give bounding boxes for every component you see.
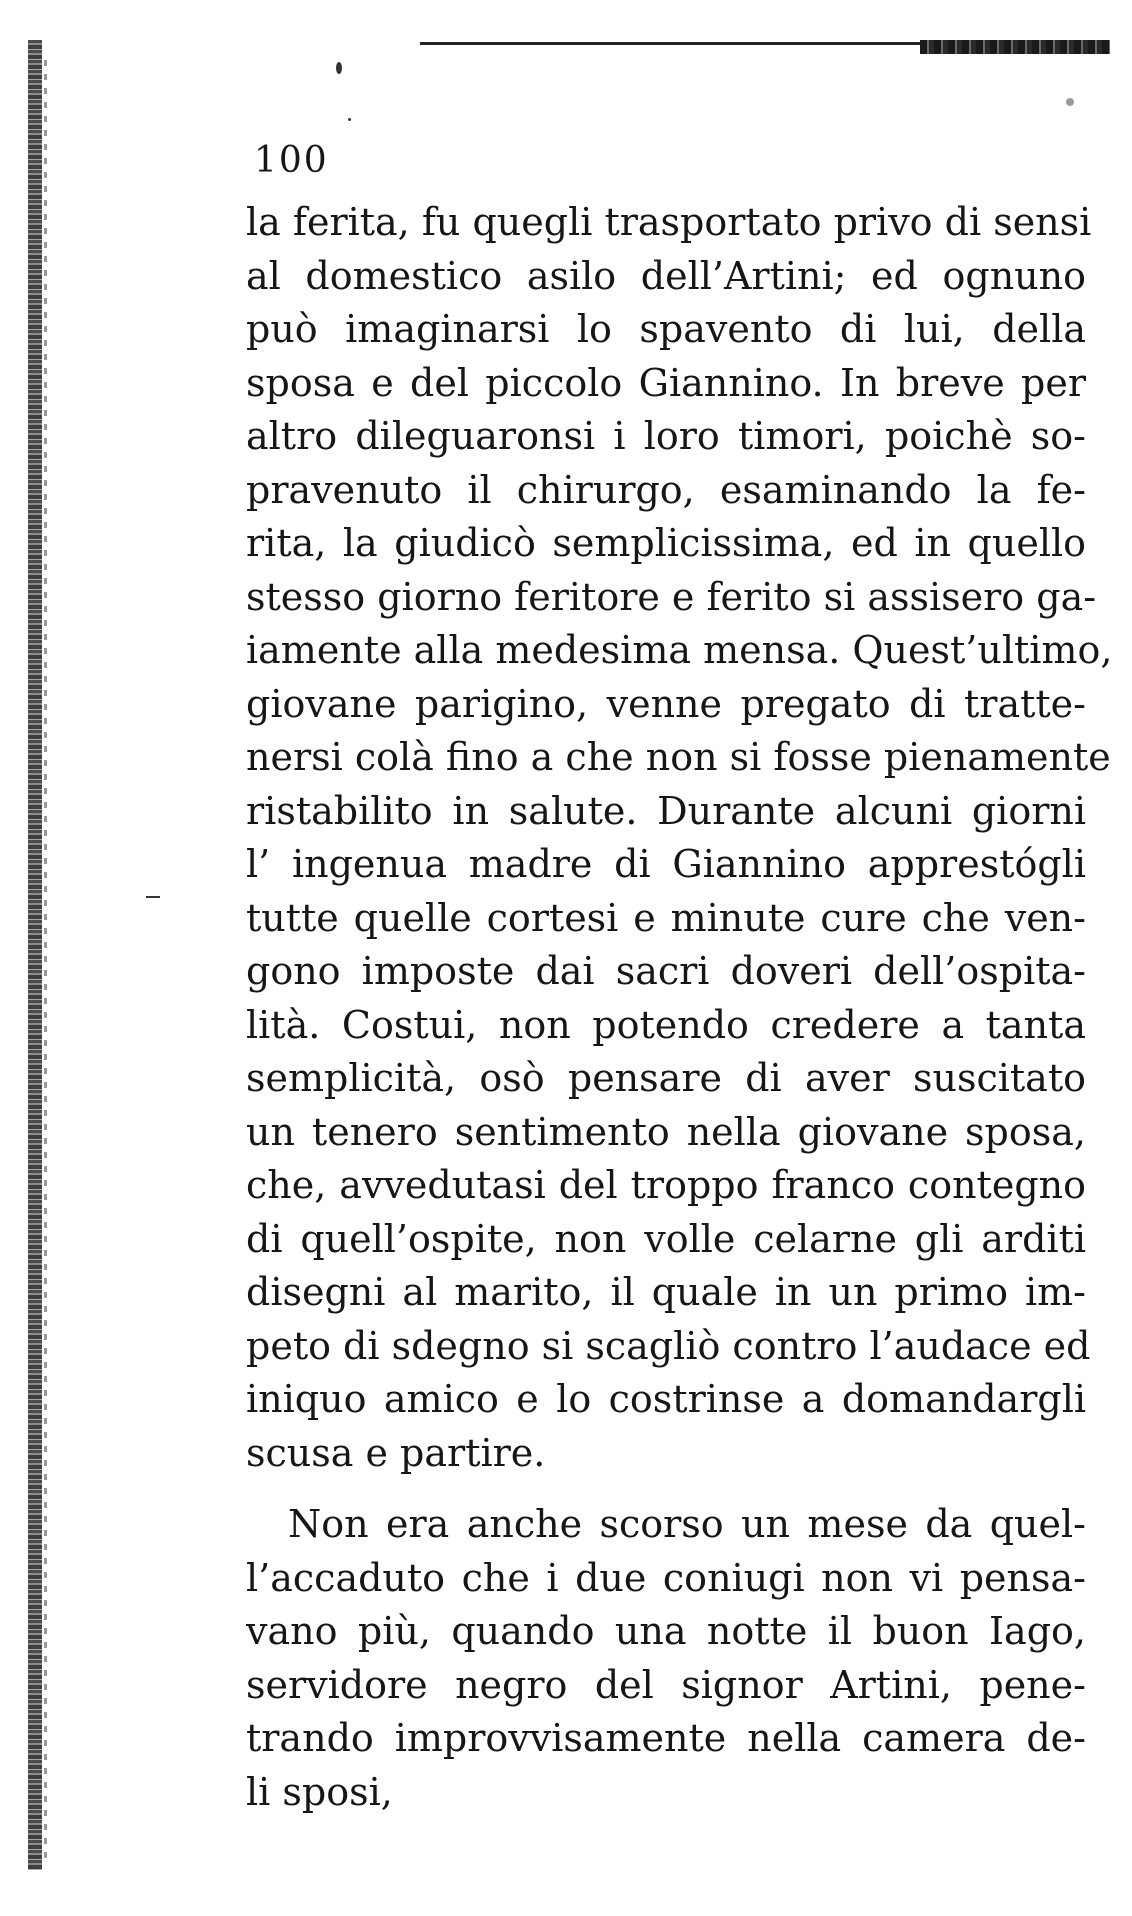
text-line: l’ ingenua madre di Giannino apprestógli <box>246 842 1086 886</box>
text-line: vano più, quando una notte il buon Iago, <box>246 1609 1086 1653</box>
text-line: sposa e del piccolo Giannino. In breve per <box>246 360 1086 405</box>
top-rule-heavy <box>920 40 1110 54</box>
text-line: trando improvvisamente nella camera de- <box>246 1716 1086 1760</box>
text-line: iamente alla medesima mensa. Quest’ultimo, <box>246 628 1113 672</box>
text-line: servidore negro del signor Artini, pene- <box>246 1662 1086 1707</box>
text-line: lità. Costui, non potendo credere a tanta <box>246 1002 1086 1047</box>
text-line: Non era anche scorso un mese da quel- <box>288 1502 1086 1546</box>
text-line: rita, la giudicò semplicissima, ed in quello <box>246 521 1086 565</box>
text-line: può imaginarsi lo spavento di lui, della <box>246 307 1086 351</box>
paragraph-gap <box>246 1480 1086 1498</box>
text-line: li sposi, <box>246 1769 393 1814</box>
text-line: iniquo amico e lo costrinse a domandargli <box>246 1377 1086 1421</box>
text-line: stesso giorno feritore e ferito si assisero ga- <box>246 574 1097 619</box>
text-line: gono imposte dai sacri doveri dell’ospita- <box>246 949 1086 993</box>
paragraph <box>246 196 1113 1480</box>
text-line: la ferita, fu quegli trasportato privo di sensi <box>246 200 1092 244</box>
scan-speck <box>1066 98 1074 106</box>
text-line: peto di sdegno si scagliò contro l’audace ed <box>246 1323 1091 1368</box>
text-line: disegni al marito, il quale in un primo im- <box>246 1270 1086 1314</box>
binding-edge <box>28 40 42 1870</box>
text-line: altro dileguaronsi i loro timori, poichè so- <box>246 414 1086 458</box>
scan-speck <box>146 896 160 898</box>
scan-speck <box>336 62 342 74</box>
paragraph <box>246 1498 1086 1819</box>
text-line: pravenuto il chirurgo, esaminando la fe- <box>246 467 1086 512</box>
text-line: tutte quelle cortesi e minute cure che ven- <box>246 895 1086 940</box>
text-line: semplicità, osò pensare di aver suscitato <box>246 1056 1086 1100</box>
text-line: ristabilito in salute. Durante alcuni giorni <box>246 788 1086 833</box>
text-line: giovane parigino, venne pregato di tratte- <box>246 681 1086 726</box>
text-line: nersi colà fino a che non si fosse pienamente <box>246 735 1111 779</box>
page-number: 100 <box>254 140 329 181</box>
binding-edge-shadow <box>44 60 47 1860</box>
scan-speck <box>348 118 351 121</box>
text-line: un tenero sentimento nella giovane sposa, <box>246 1109 1086 1154</box>
body-text <box>246 196 1113 1819</box>
text-line: scusa e partire. <box>246 1430 546 1475</box>
text-line: di quell’ospite, non volle celarne gli arditi <box>246 1216 1086 1261</box>
text-line: che, avvedutasi del troppo franco contegno <box>246 1163 1086 1207</box>
text-line: l’accaduto che i due coniugi non vi pensa- <box>246 1555 1086 1600</box>
text-line: al domestico asilo dell’Artini; ed ognuno <box>246 253 1086 298</box>
